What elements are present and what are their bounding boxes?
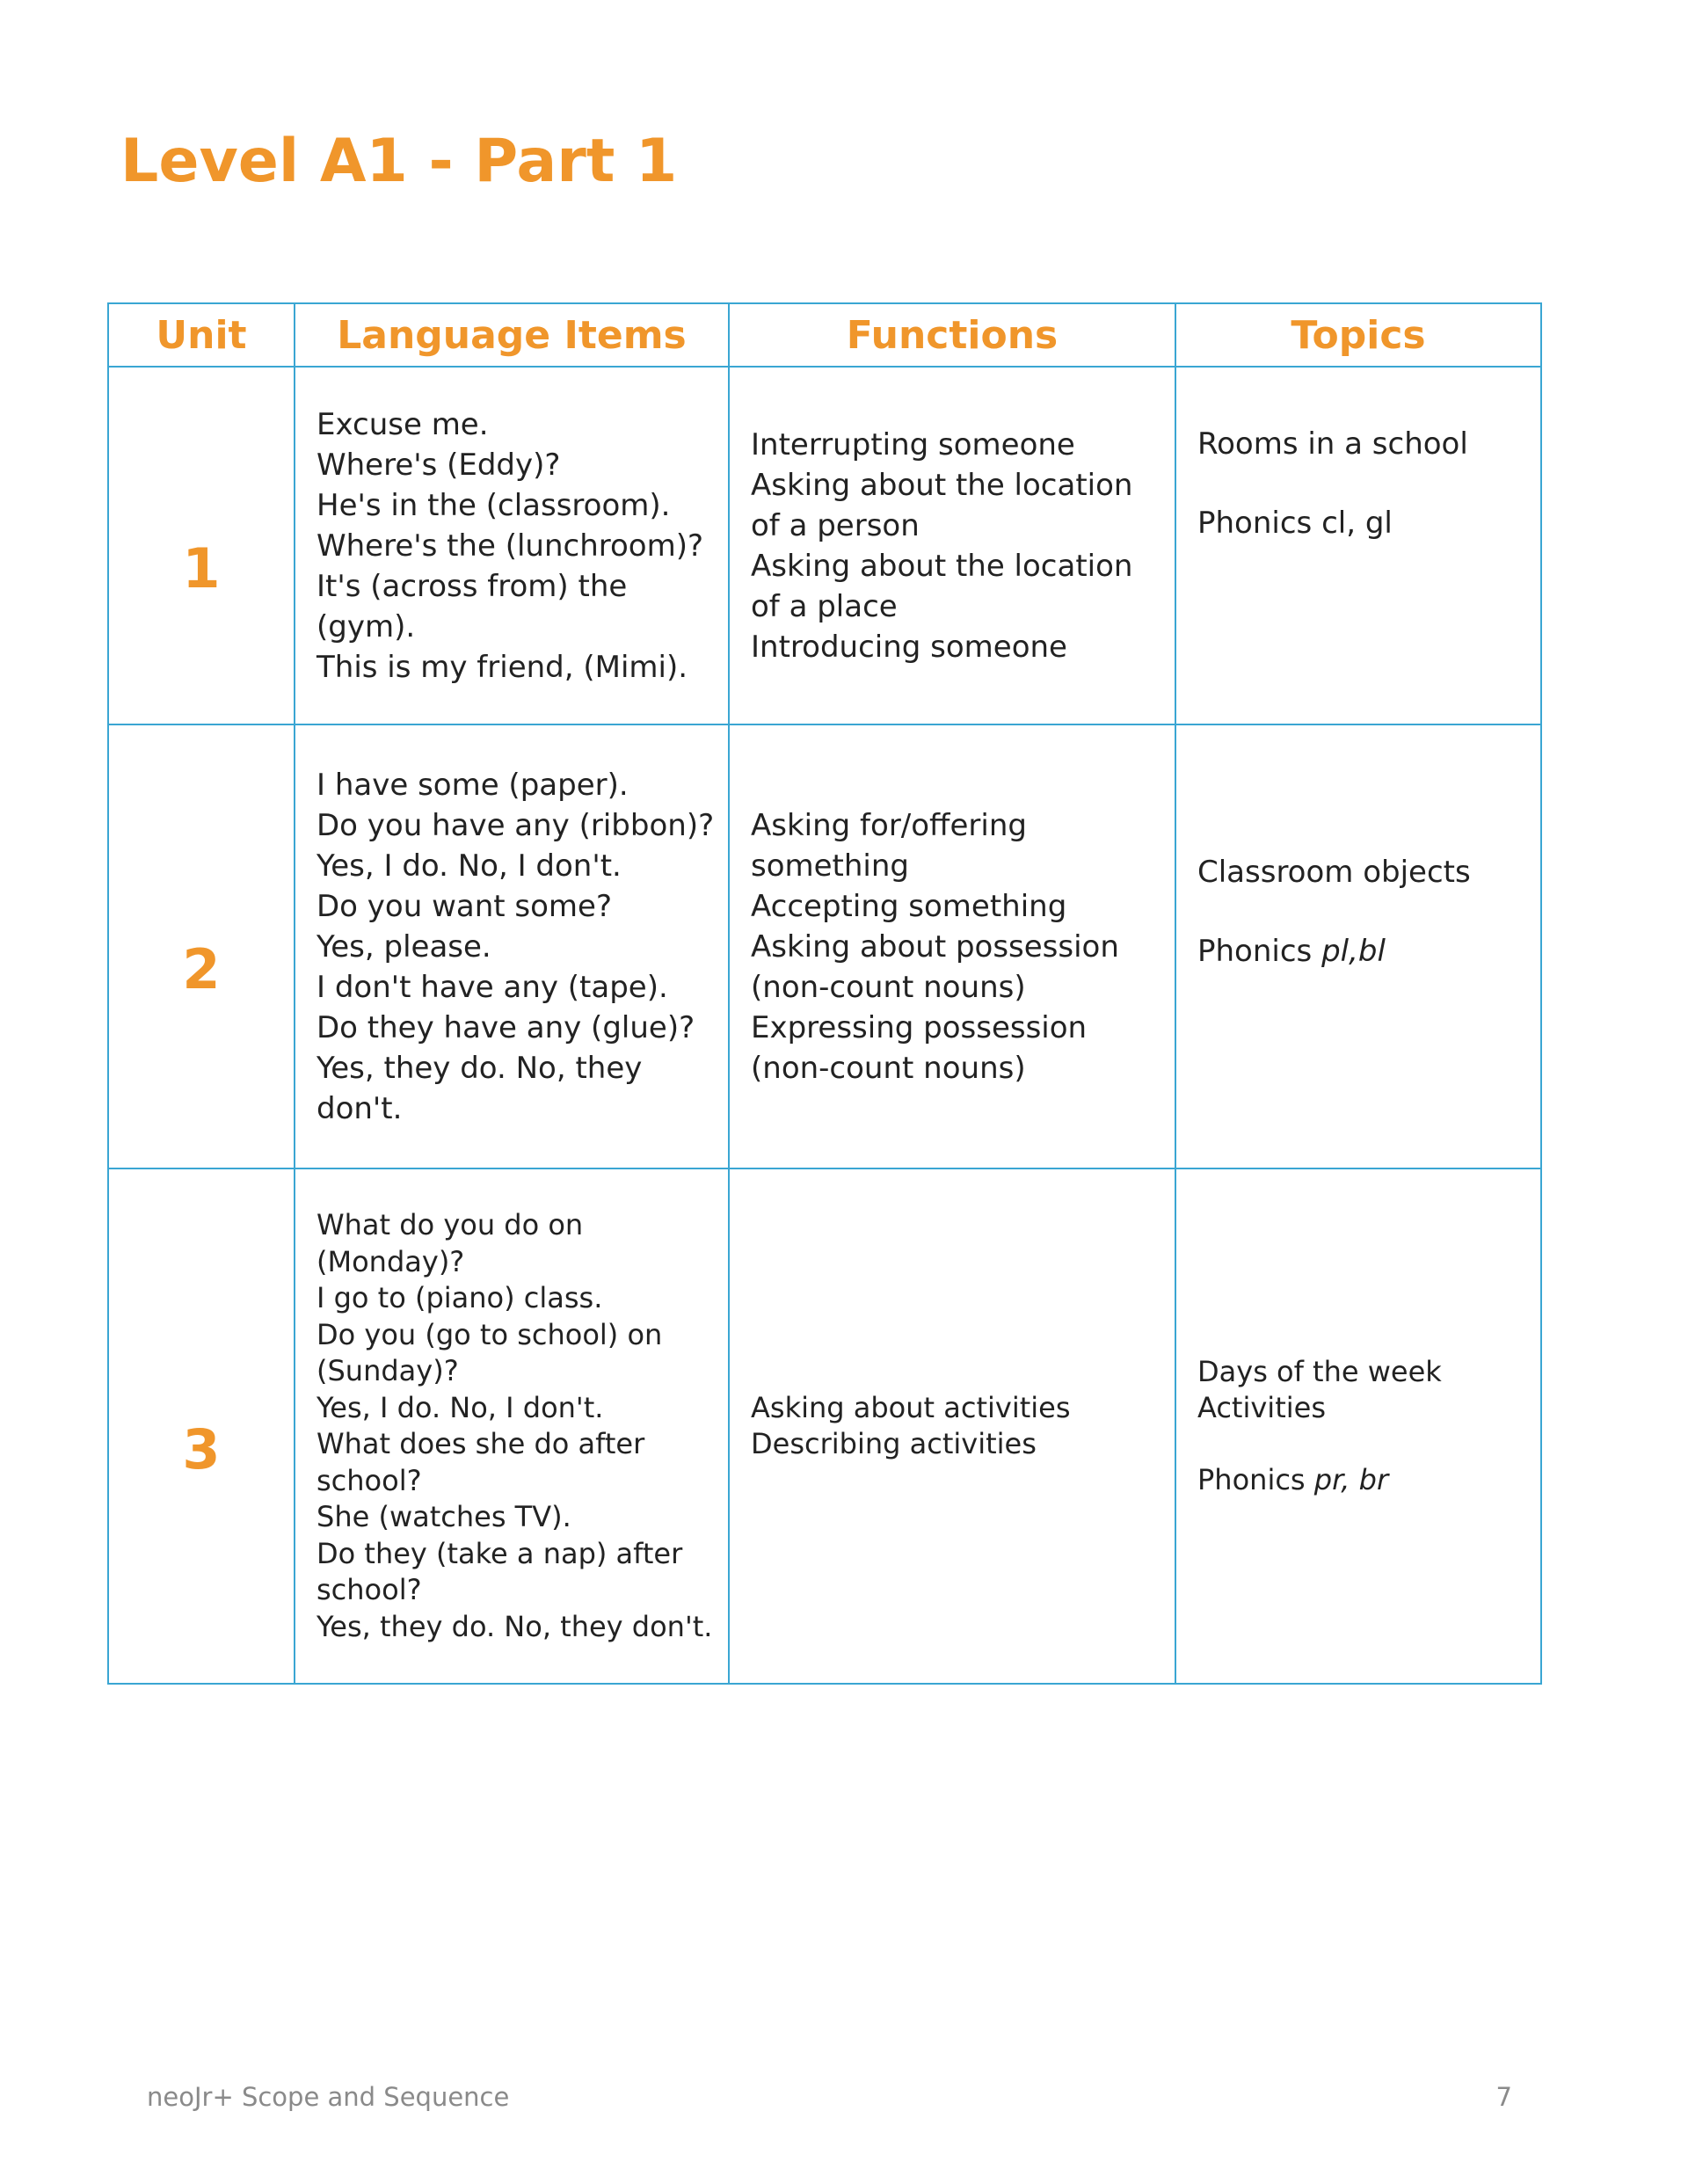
functions-cell (729, 1168, 1175, 1684)
unit-number: 1 (108, 367, 295, 724)
phonics-line (1197, 503, 1540, 543)
phonics-label: Phonics (1197, 506, 1313, 541)
language-item: school? (316, 1463, 422, 1497)
phonics-line (1197, 1462, 1540, 1499)
topics-cell (1175, 724, 1541, 1168)
language-items-cell (295, 724, 729, 1168)
language-item: Where's (Eddy)? (316, 447, 561, 483)
table-row (108, 367, 1541, 724)
function-item: something (751, 848, 910, 884)
topics-cell (1175, 367, 1541, 724)
table-row (108, 724, 1541, 1168)
language-item: I have some (paper). (316, 767, 629, 803)
language-items-cell (295, 1168, 729, 1684)
function-item: Asking about the location (751, 548, 1133, 584)
footer-document-title: neoJr+ Scope and Sequence (147, 2082, 510, 2112)
language-item: Yes, please. (316, 928, 491, 965)
language-item: (Monday)? (316, 1244, 465, 1278)
table-header-row (108, 303, 1541, 367)
header-functions: Functions (729, 303, 1175, 367)
phonics-sounds: cl, gl (1321, 506, 1393, 541)
language-item: Yes, I do. No, I don't. (316, 1390, 604, 1424)
phonics-label: Phonics (1197, 934, 1313, 969)
language-item: (Sunday)? (316, 1354, 459, 1387)
language-item: Do you have any (ribbon)? (316, 807, 715, 843)
language-item: Do they have any (glue)? (316, 1009, 695, 1045)
topics-cell (1175, 1168, 1541, 1684)
function-item: Asking about the location (751, 467, 1133, 503)
function-item: Expressing possession (751, 1009, 1088, 1045)
language-item: don't. (316, 1090, 403, 1126)
unit-number: 3 (108, 1168, 295, 1684)
language-item: This is my friend, (Mimi). (316, 649, 688, 685)
function-item: Asking about activities (751, 1390, 1071, 1424)
function-item: (non-count nouns) (751, 1050, 1026, 1086)
language-item: Do they (take a nap) after (316, 1536, 683, 1570)
language-item: Yes, they do. No, they don't. (316, 1609, 713, 1643)
footer-page-number: 7 (1495, 2082, 1512, 2112)
language-item: Do you want some? (316, 888, 612, 924)
language-item: Where's the (lunchroom)? (316, 528, 704, 564)
function-item: Interrupting someone (751, 426, 1075, 462)
language-items-cell (295, 367, 729, 724)
function-item: Accepting something (751, 888, 1067, 924)
function-item: Introducing someone (751, 629, 1067, 665)
language-item: What does she do after (316, 1427, 645, 1460)
function-item: (non-count nouns) (751, 969, 1026, 1005)
language-item: Yes, I do. No, I don't. (316, 848, 622, 884)
function-item: of a place (751, 588, 898, 624)
language-item: He's in the (classroom). (316, 487, 671, 523)
function-item: of a person (751, 507, 920, 543)
spacer (1197, 464, 1540, 503)
language-item: It's (across from) the (316, 568, 628, 604)
topic-item: Rooms in a school (1197, 426, 1468, 462)
unit-number: 2 (108, 724, 295, 1168)
table-row (108, 1168, 1541, 1684)
spacer (1197, 892, 1540, 931)
phonics-sounds: pl,bl (1321, 934, 1386, 969)
language-item: Do you (go to school) on (316, 1317, 663, 1351)
scope-table (107, 302, 1542, 1685)
language-item: school? (316, 1573, 422, 1606)
language-item: Excuse me. (316, 406, 489, 442)
phonics-sounds: pr, br (1313, 1462, 1389, 1496)
language-item: She (watches TV). (316, 1500, 571, 1533)
functions-cell (729, 724, 1175, 1168)
header-unit: Unit (108, 303, 295, 367)
function-item: Describing activities (751, 1427, 1037, 1460)
language-item: (gym). (316, 608, 416, 644)
phonics-label: Phonics (1197, 1462, 1306, 1496)
topic-item: Activities (1197, 1391, 1326, 1425)
topic-item: Classroom objects (1197, 855, 1471, 890)
function-item: Asking for/offering (751, 807, 1027, 843)
language-item: I go to (piano) class. (316, 1281, 603, 1314)
page-title: Level A1 - Part 1 (120, 127, 678, 196)
function-item: Asking about possession (751, 928, 1119, 965)
language-item: I don't have any (tape). (316, 969, 668, 1005)
header-topics: Topics (1175, 303, 1541, 367)
header-language-items: Language Items (295, 303, 729, 367)
language-item: Yes, they do. No, they (316, 1050, 643, 1086)
language-item: What do you do on (316, 1208, 584, 1241)
functions-cell (729, 367, 1175, 724)
spacer (1197, 1427, 1540, 1462)
phonics-line (1197, 931, 1540, 972)
topic-item: Days of the week (1197, 1354, 1442, 1388)
